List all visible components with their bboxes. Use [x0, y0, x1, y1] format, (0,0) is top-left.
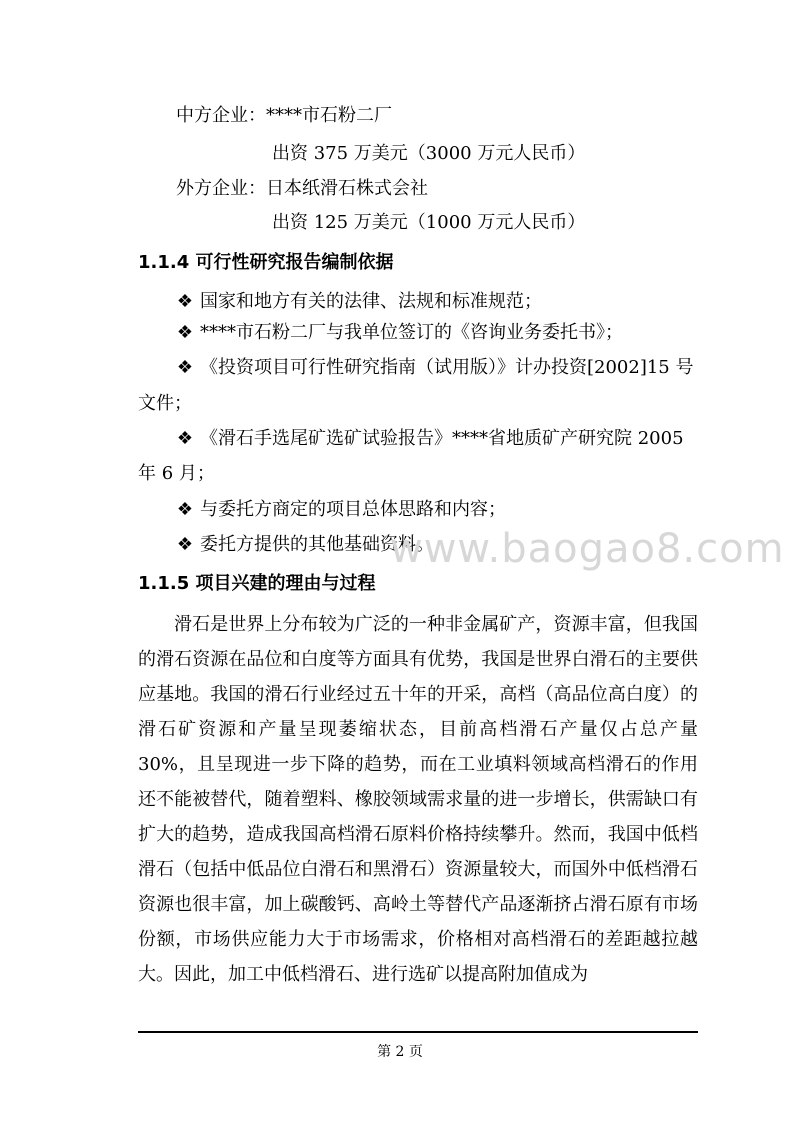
- diamond-bullet-icon: ❖: [176, 499, 194, 520]
- section-heading-project-reasons: 1.1.5 项目兴建的理由与过程: [138, 573, 376, 594]
- list-item: [176, 321, 623, 345]
- list-item-text: 与委托方商定的项目总体思路和内容；: [200, 499, 506, 520]
- partner-domestic-label: 中方企业：: [176, 105, 266, 126]
- page-number: 第 2 页: [377, 1044, 423, 1060]
- diamond-bullet-icon: ❖: [176, 428, 194, 449]
- list-item-text: ****市石粉二厂与我单位签订的《咨询业务委托书》；: [200, 322, 623, 343]
- list-item-text: 委托方提供的其他基础资料。: [200, 534, 434, 555]
- list-item: [176, 498, 506, 522]
- diamond-bullet-icon: ❖: [176, 534, 194, 555]
- list-item-text: 《投资项目可行性研究指南（试用版）》计办投资[2002]15 号: [200, 357, 694, 378]
- list-item: [176, 427, 684, 451]
- partner-foreign-name: 日本纸滑石株式会社: [266, 178, 428, 199]
- section-heading-feasibility-basis: 1.1.4 可行性研究报告编制依据: [138, 252, 394, 273]
- partner-domestic-name: ****市石粉二厂: [266, 105, 392, 126]
- list-item-text: 国家和地方有关的法律、法规和标准规范；: [200, 291, 542, 312]
- list-item: [176, 290, 542, 314]
- diamond-bullet-icon: ❖: [176, 291, 194, 312]
- body-paragraph: 滑石是世界上分布较为广泛的一种非金属矿产，资源丰富，但我国的滑石资源在品位和白度等方面具有优势，我国是世界白滑石的主要供应基地。我国的滑石行业经过五十年的开采，高档（高品位高白度）的滑石矿资源和产量呈现萎缩状态，目前高档滑石产量仅占总产量 30%，且呈现进一步下降的趋势，而在工业填料领域高档滑石的作用还不能被替代，随着塑料、橡胶领域需求量的进一步增长，供需缺口有扩大的趋势，造成我国高档滑石原料价格持续攀升。然而，我国中低档滑石（包括中低品位白滑石和黑滑石）资源量较大，而国外中低档滑石资源也很丰富，加上碳酸钙、高岭土等替代产品逐渐挤占滑石原有市场份额，市场供应能力大于市场需求，价格相对高档滑石的差距越拉越大。因此，加工中低档滑石、进行选矿以提高附加值成为: [138, 614, 698, 985]
- partner-foreign: [176, 177, 428, 201]
- list-item-continuation: 文件；: [138, 393, 192, 414]
- list-item-text: 《滑石手选尾矿选矿试验报告》****省地质矿产研究院 2005: [200, 428, 684, 449]
- watermark: www.baogao8.com: [390, 526, 785, 572]
- partner-foreign-label: 外方企业：: [176, 178, 266, 199]
- footer-divider: [138, 1031, 698, 1033]
- list-item-continuation: 年 6 月；: [138, 463, 215, 484]
- list-item: [176, 356, 693, 380]
- diamond-bullet-icon: ❖: [176, 322, 194, 343]
- partner-domestic: [176, 104, 392, 128]
- partner-domestic-investment: 出资 375 万美元（3000 万元人民币）: [272, 143, 586, 164]
- partner-foreign-investment: 出资 125 万美元（1000 万元人民币）: [272, 212, 586, 233]
- diamond-bullet-icon: ❖: [176, 357, 194, 378]
